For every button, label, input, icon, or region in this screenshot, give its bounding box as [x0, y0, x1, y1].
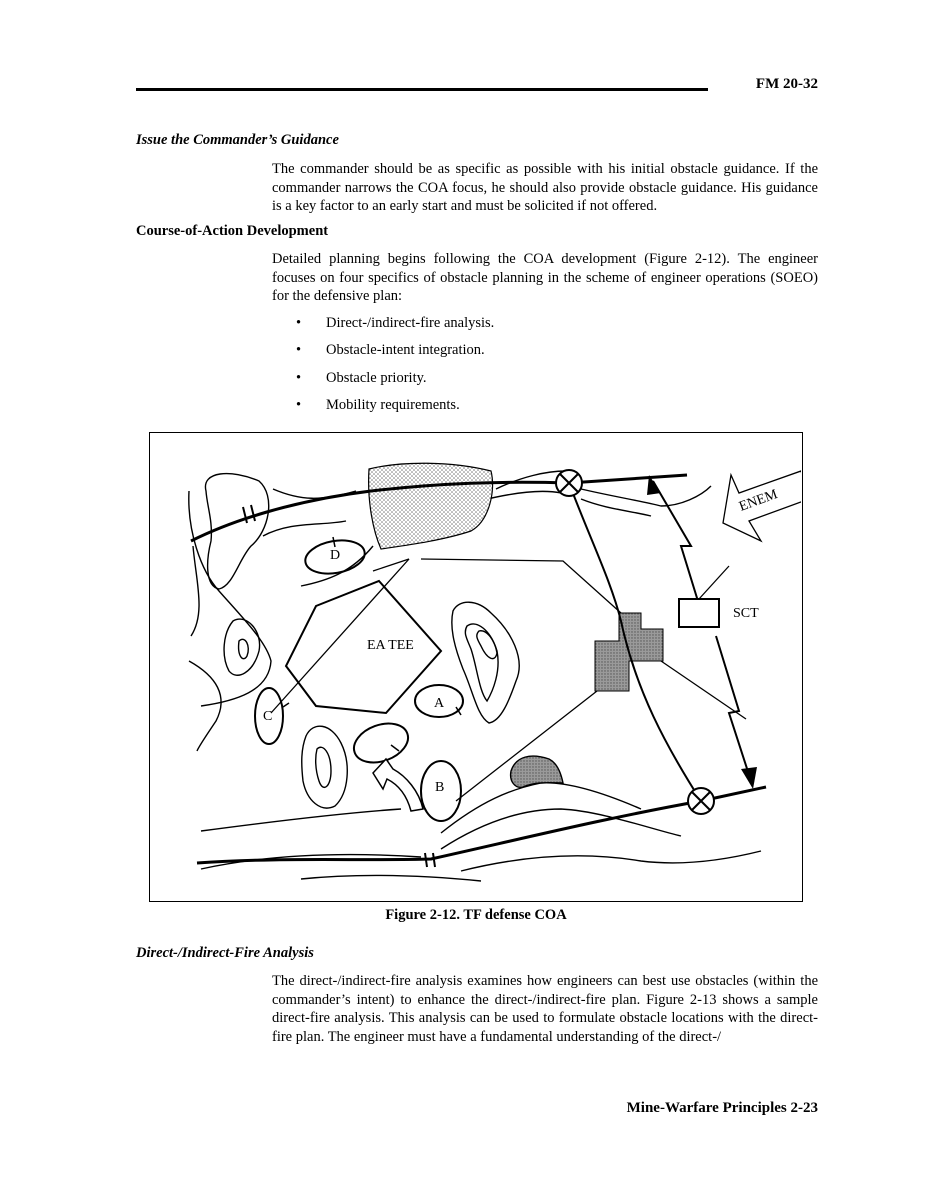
list-item: • Obstacle priority.: [296, 369, 427, 386]
figure-caption: Figure 2-12. TF defense COA: [385, 907, 567, 923]
section-heading-fire-analysis: Direct-/Indirect-Fire Analysis: [136, 945, 314, 961]
list-item: • Direct-/indirect-fire analysis.: [296, 315, 495, 331]
scout-unit-box: [679, 599, 719, 627]
scout-label: SCT: [733, 606, 759, 621]
bullet-list: [296, 314, 494, 423]
page-footer: Mine-Warfare Principles 2-23: [626, 1100, 818, 1116]
bullet-dot: •: [296, 396, 302, 413]
coa-map-diagram: [150, 433, 801, 900]
ea-label: EA TEE: [367, 638, 414, 653]
enemy-label: ENEM: [737, 487, 780, 515]
position-b-label: B: [435, 780, 445, 795]
paragraph-coa-development: Detailed planning begins following the COA development (Figure 2-12). The engineer focuses on four specifics of obstacle planning in the scheme of engineer operations (SOEO) for the defensive plan:: [272, 251, 818, 304]
section-heading-coa-development: Course-of-Action Development: [136, 223, 329, 239]
phase-line: [191, 475, 766, 863]
terrain-contours: [189, 471, 761, 881]
paragraph-fire-analysis: The direct-/indirect-fire analysis examines how engineers can best use obstacles (within the commander’s intent) to enhance the direct-/indirect-fire plan. Figure 2-13 shows a sample direct-fire analysis. This analysis can be used to formulate obstacle locations with the direct-fire plan. The engineer must have a fundamental understanding of the direct-/: [272, 973, 818, 1045]
counterattack-arrow: [373, 759, 423, 811]
paragraph-commanders-guidance: The commander should be as specific as possible with his initial obstacle guidance. If the commander narrows the COA focus, he should also provide obstacle guidance. His guidance is a key factor to an early start and must be solicited if not offered.: [272, 161, 818, 214]
bullet-dot: •: [296, 369, 302, 386]
figure-tf-defense-coa: [149, 432, 803, 902]
bullet-dot: •: [296, 315, 302, 331]
urban-area-top: [369, 463, 493, 549]
position-c-label: C: [263, 709, 273, 724]
position-a-label: A: [434, 696, 445, 711]
scout-leader-line: [699, 566, 729, 599]
list-item: • Obstacle-intent integration.: [296, 342, 485, 359]
section-heading-commanders-guidance: Issue the Commander’s Guidance: [136, 132, 339, 148]
list-item: • Mobility requirements.: [296, 396, 460, 413]
header-rule: [136, 88, 708, 91]
battle-positions: [255, 536, 463, 821]
position-d-label: D: [330, 548, 341, 563]
bullet-dot: •: [296, 342, 302, 359]
doc-id: FM 20-32: [755, 76, 818, 92]
